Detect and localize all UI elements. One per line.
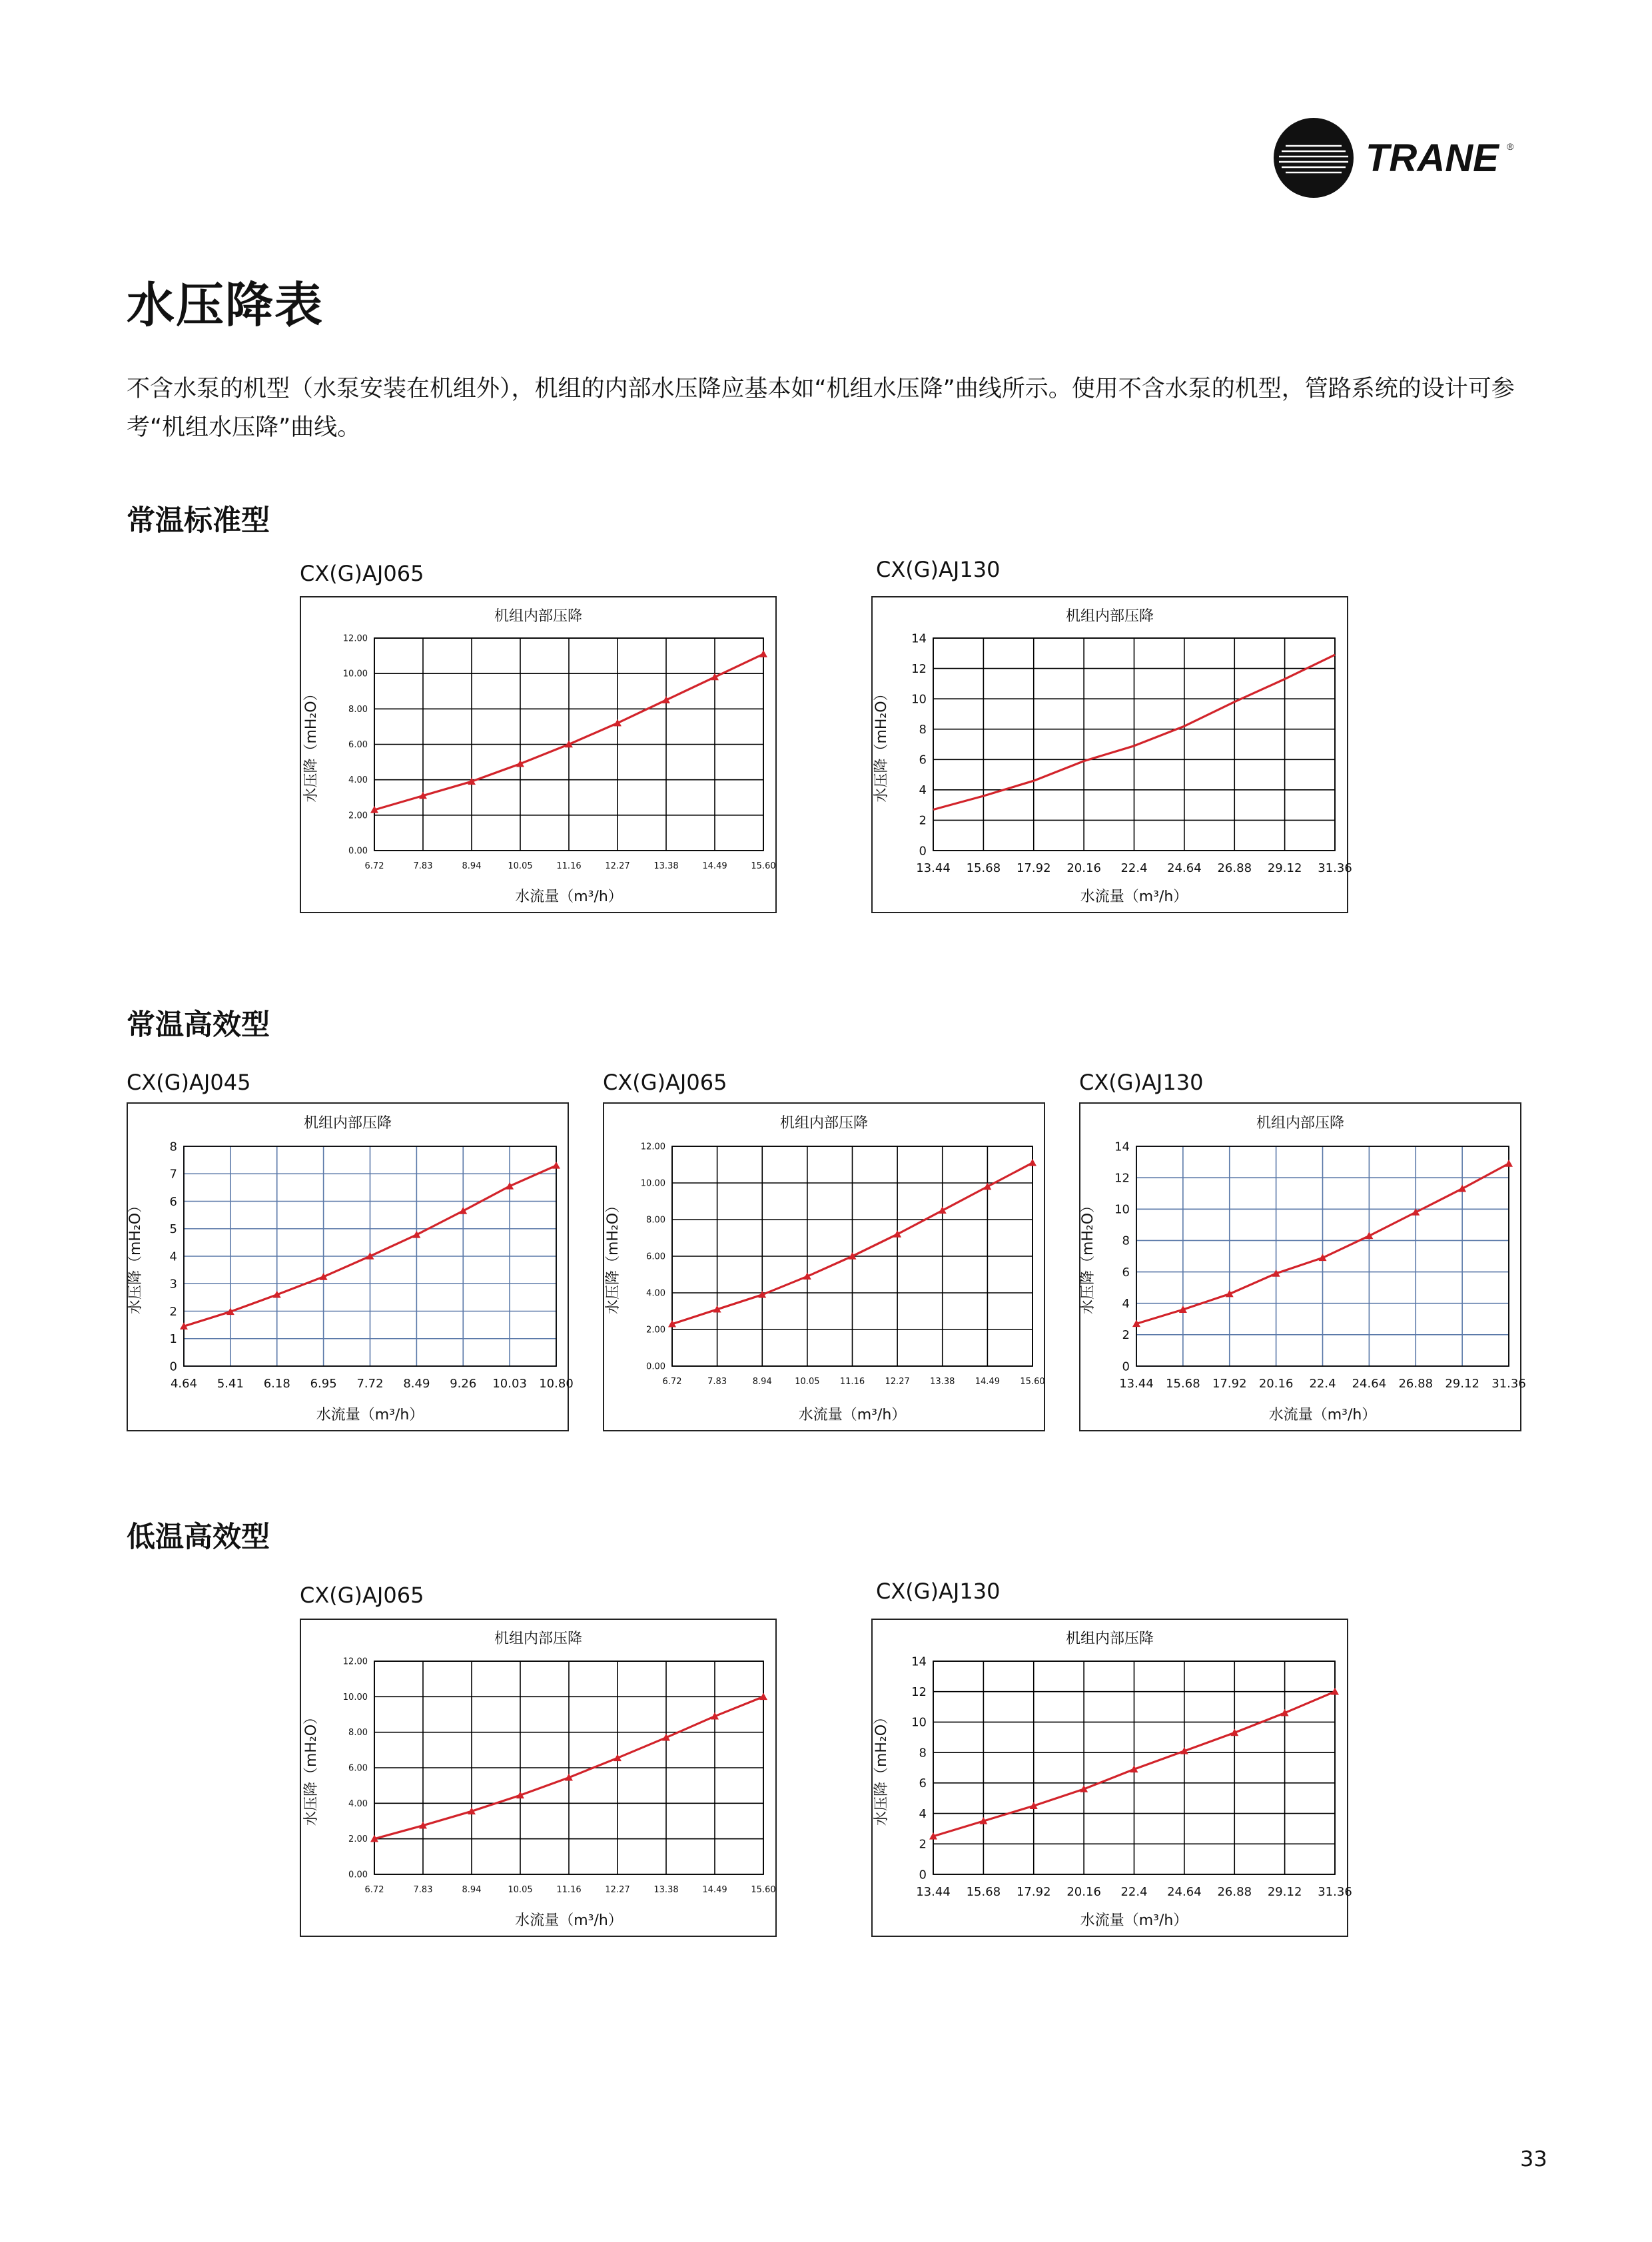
data-point: [1029, 1159, 1036, 1166]
x-tick-label: 12.27: [605, 861, 630, 871]
y-tick-label: 2: [919, 1837, 927, 1852]
chart-panel: [603, 1102, 1045, 1431]
x-tick-label: 6.18: [263, 1377, 290, 1391]
y-tick-label: 2.00: [348, 1834, 368, 1845]
x-tick-label: 20.16: [1066, 1885, 1101, 1899]
y-tick-label: 14: [911, 1655, 927, 1669]
y-tick-label: 8.00: [646, 1215, 665, 1226]
chart-panel: [871, 596, 1352, 913]
y-tick-label: 10.00: [342, 669, 368, 679]
y-tick-label: 4: [919, 1806, 927, 1821]
y-tick-label: 5: [169, 1222, 177, 1237]
chart-panel: [127, 1102, 574, 1431]
y-tick-label: 14: [1114, 1140, 1130, 1154]
x-tick-label: 8.94: [462, 1885, 482, 1895]
x-tick-label: 8.94: [752, 1377, 772, 1387]
x-tick-label: 5.41: [216, 1377, 244, 1391]
chart-panel: [300, 596, 777, 913]
y-tick-label: 0.00: [348, 846, 368, 857]
y-tick-label: 4: [919, 783, 927, 798]
x-tick-label: 15.68: [966, 861, 1001, 875]
y-tick-label: 12: [911, 661, 927, 676]
chart-svg: [301, 1620, 775, 1936]
section-title-standard: 常温标准型: [127, 504, 270, 538]
y-tick-label: 8.00: [348, 704, 368, 715]
y-tick-label: 8.00: [348, 1728, 368, 1738]
y-tick-label: 2.00: [348, 811, 368, 821]
y-axis-label: 水压降（mH₂O）: [303, 686, 320, 803]
y-tick-label: 10: [911, 692, 927, 707]
chart-svg: [873, 597, 1352, 912]
data-point: [552, 1162, 560, 1169]
y-tick-label: 0: [1122, 1359, 1130, 1374]
x-tick-label: 13.44: [916, 1885, 951, 1899]
x-tick-label: 13.44: [1119, 1377, 1154, 1391]
x-tick-label: 22.4: [1120, 1885, 1148, 1899]
y-tick-label: 3: [169, 1277, 177, 1292]
y-tick-label: 6: [169, 1194, 177, 1209]
x-tick-label: 31.36: [1491, 1377, 1526, 1391]
x-tick-label: 13.38: [653, 1885, 679, 1895]
x-axis-label: 水流量（m³/h）: [515, 1912, 623, 1929]
registered-mark: ®: [1507, 141, 1514, 152]
section-title-low-temp: 低温高效型: [127, 1521, 270, 1554]
x-tick-label: 6.72: [662, 1377, 682, 1387]
page-number: 33: [1520, 2146, 1547, 2171]
y-tick-label: 8: [1122, 1234, 1130, 1248]
x-tick-label: 24.64: [1167, 861, 1202, 875]
y-tick-label: 6.00: [348, 740, 368, 751]
chart-svg: [604, 1104, 1044, 1430]
y-tick-label: 8: [919, 1746, 927, 1760]
x-tick-label: 15.60: [751, 1885, 776, 1895]
y-tick-label: 14: [911, 631, 927, 646]
x-tick-label: 17.92: [1016, 1885, 1051, 1899]
x-tick-label: 7.83: [413, 861, 433, 871]
trane-logo: [1272, 117, 1525, 203]
y-tick-label: 10.00: [342, 1692, 368, 1702]
y-tick-label: 12.00: [342, 633, 368, 644]
x-axis-label: 水流量（m³/h）: [316, 1407, 424, 1423]
x-tick-label: 10.03: [492, 1377, 527, 1391]
chart-svg: [127, 1104, 574, 1430]
chart-panel: [871, 1619, 1352, 1937]
chart-model-label: CX(G)AJ065: [300, 561, 424, 586]
y-tick-label: 0: [169, 1359, 177, 1374]
x-tick-label: 15.68: [966, 1885, 1001, 1899]
y-tick-label: 2: [169, 1304, 177, 1319]
x-tick-label: 14.49: [975, 1377, 1000, 1387]
chart-model-label: CX(G)AJ130: [876, 557, 1001, 582]
x-tick-label: 22.4: [1309, 1377, 1336, 1391]
x-axis-label: 水流量（m³/h）: [515, 889, 623, 905]
y-tick-label: 10.00: [640, 1178, 665, 1189]
x-tick-label: 7.83: [413, 1885, 433, 1895]
x-tick-label: 13.38: [653, 861, 679, 871]
x-tick-label: 10.05: [795, 1377, 820, 1387]
chart-svg: [873, 1620, 1352, 1936]
x-tick-label: 11.16: [556, 1885, 582, 1895]
y-tick-label: 2.00: [646, 1325, 665, 1335]
x-tick-label: 29.12: [1267, 861, 1302, 875]
x-tick-label: 17.92: [1212, 1377, 1247, 1391]
x-tick-label: 26.88: [1217, 1885, 1252, 1899]
chart-model-label: CX(G)AJ130: [876, 1579, 1001, 1604]
y-axis-label: 水压降（mH₂O）: [873, 686, 890, 803]
logo-wordmark: TRANE: [1366, 137, 1499, 180]
y-axis-label: 水压降（mH₂O）: [127, 1198, 144, 1315]
y-tick-label: 12: [1114, 1171, 1130, 1186]
x-tick-label: 6.72: [364, 1885, 384, 1895]
chart-model-label: CX(G)AJ065: [300, 1583, 424, 1608]
x-axis-label: 水流量（m³/h）: [1080, 1912, 1188, 1929]
y-axis-label: 水压降（mH₂O）: [873, 1709, 890, 1826]
chart-title: 机组内部压降: [1065, 1631, 1154, 1647]
x-tick-label: 12.27: [885, 1377, 910, 1387]
y-tick-label: 10: [911, 1715, 927, 1730]
chart-svg: [1080, 1104, 1526, 1430]
data-point: [1505, 1160, 1513, 1167]
y-tick-label: 6: [1122, 1265, 1130, 1280]
x-tick-label: 9.26: [450, 1377, 477, 1391]
x-tick-label: 8.49: [403, 1377, 430, 1391]
x-tick-label: 14.49: [702, 1885, 727, 1895]
chart-svg: [301, 597, 775, 912]
chart-title: 机组内部压降: [494, 608, 583, 625]
x-tick-label: 17.92: [1016, 861, 1051, 875]
x-axis-label: 水流量（m³/h）: [1080, 889, 1188, 905]
y-tick-label: 6.00: [646, 1252, 665, 1262]
x-tick-label: 10.05: [508, 1885, 533, 1895]
x-tick-label: 31.36: [1318, 1885, 1352, 1899]
x-tick-label: 7.83: [707, 1377, 727, 1387]
chart-model-label: CX(G)AJ065: [603, 1070, 727, 1095]
y-tick-label: 2: [1122, 1328, 1130, 1343]
y-tick-label: 0.00: [646, 1361, 665, 1372]
x-tick-label: 10.05: [508, 861, 533, 871]
x-tick-label: 29.12: [1267, 1885, 1302, 1899]
chart-title: 机组内部压降: [779, 1115, 869, 1132]
x-axis-label: 水流量（m³/h）: [1268, 1407, 1377, 1423]
x-tick-label: 14.49: [702, 861, 727, 871]
y-tick-label: 2: [919, 813, 927, 828]
x-tick-label: 24.64: [1352, 1377, 1387, 1391]
x-tick-label: 15.68: [1166, 1377, 1200, 1391]
x-tick-label: 11.16: [556, 861, 582, 871]
y-axis-label: 水压降（mH₂O）: [1080, 1198, 1096, 1315]
x-tick-label: 13.44: [916, 861, 951, 875]
y-tick-label: 6: [919, 753, 927, 767]
x-tick-label: 20.16: [1258, 1377, 1294, 1391]
y-axis-label: 水压降（mH₂O）: [303, 1709, 320, 1826]
chart-model-label: CX(G)AJ045: [127, 1070, 251, 1095]
y-tick-label: 4: [1122, 1297, 1130, 1311]
chart-title: 机组内部压降: [303, 1115, 392, 1132]
x-axis-label: 水流量（m³/h）: [798, 1407, 907, 1423]
x-tick-label: 8.94: [462, 861, 482, 871]
chart-title: 机组内部压降: [1065, 608, 1154, 625]
x-tick-label: 20.16: [1066, 861, 1101, 875]
x-tick-label: 12.27: [605, 1885, 630, 1895]
y-tick-label: 6: [919, 1776, 927, 1791]
x-tick-label: 15.60: [751, 861, 776, 871]
x-tick-label: 31.36: [1318, 861, 1352, 875]
chart-title: 机组内部压降: [494, 1631, 583, 1647]
chart-panel: [1079, 1102, 1526, 1431]
y-tick-label: 0.00: [348, 1870, 368, 1880]
y-tick-label: 12: [911, 1685, 927, 1700]
intro-paragraph: 不含水泵的机型（水泵安装在机组外），机组的内部水压降应基本如“机组水压降”曲线所示。使用不含水泵的机型，管路系统的设计可参考“机组水压降”曲线。: [127, 376, 1515, 441]
y-tick-label: 4.00: [348, 775, 368, 786]
data-point: [759, 650, 767, 657]
x-tick-label: 15.60: [1020, 1377, 1045, 1387]
y-tick-label: 6.00: [348, 1763, 368, 1774]
x-tick-label: 6.72: [364, 861, 384, 871]
x-tick-label: 13.38: [930, 1377, 955, 1387]
y-tick-label: 4.00: [646, 1288, 665, 1299]
y-tick-label: 10: [1114, 1202, 1130, 1217]
y-tick-label: 0: [919, 844, 927, 859]
page-title: 水压降表: [127, 277, 324, 333]
x-tick-label: 6.95: [310, 1377, 337, 1391]
section-title-high-efficiency: 常温高效型: [127, 1008, 270, 1042]
x-tick-label: 7.72: [356, 1377, 384, 1391]
x-tick-label: 26.88: [1398, 1377, 1434, 1391]
y-tick-label: 4.00: [348, 1798, 368, 1809]
y-tick-label: 1: [169, 1332, 177, 1347]
x-tick-label: 11.16: [839, 1377, 865, 1387]
x-tick-label: 24.64: [1167, 1885, 1202, 1899]
chart-panel: [300, 1619, 777, 1937]
y-tick-label: 4: [169, 1250, 177, 1264]
chart-title: 机组内部压降: [1256, 1115, 1345, 1132]
y-tick-label: 12.00: [640, 1142, 665, 1152]
y-tick-label: 0: [919, 1868, 927, 1882]
x-tick-label: 29.12: [1445, 1377, 1479, 1391]
y-tick-label: 12.00: [342, 1657, 368, 1667]
y-tick-label: 8: [919, 723, 927, 737]
chart-model-label: CX(G)AJ130: [1079, 1070, 1204, 1095]
x-tick-label: 10.80: [539, 1377, 574, 1391]
y-tick-label: 7: [169, 1167, 177, 1182]
x-tick-label: 4.64: [170, 1377, 198, 1391]
x-tick-label: 22.4: [1120, 861, 1148, 875]
x-tick-label: 26.88: [1217, 861, 1252, 875]
y-axis-label: 水压降（mH₂O）: [605, 1198, 621, 1315]
y-tick-label: 8: [169, 1140, 177, 1154]
